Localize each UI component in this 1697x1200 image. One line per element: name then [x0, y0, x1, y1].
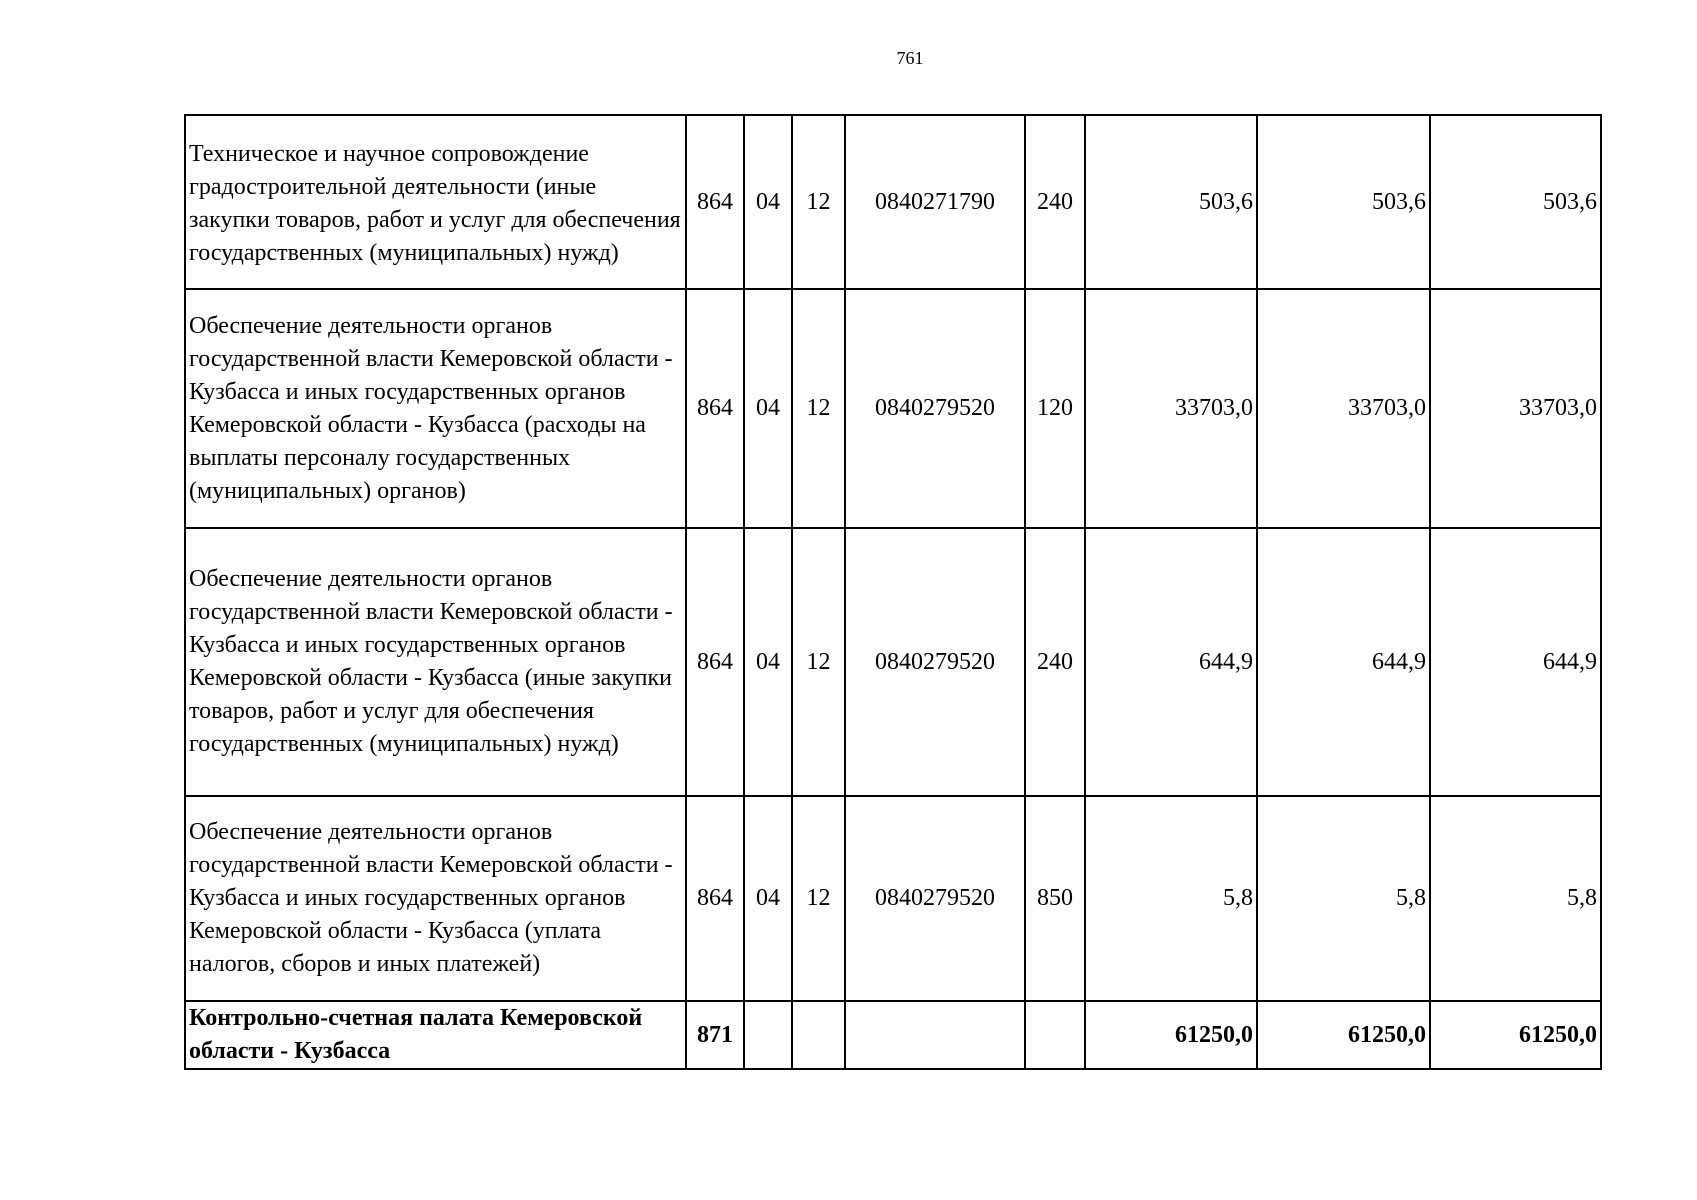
ministry-code: 864 [686, 796, 744, 1001]
row-description: Контрольно-счетная палата Кемеровской области - Кузбасса [185, 1001, 686, 1069]
amount-year-2: 503,6 [1257, 115, 1430, 289]
target-article-code [845, 1001, 1025, 1069]
ministry-code: 864 [686, 528, 744, 796]
amount-year-3: 644,9 [1430, 528, 1601, 796]
row-description: Обеспечение деятельности органов государственной власти Кемеровской области - Кузбасса и иных государственных органов Кемеровской области - Кузбасса (уплата налогов, сборов и иных платежей) [185, 796, 686, 1001]
amount-year-3: 61250,0 [1430, 1001, 1601, 1069]
page-number: 761 [896, 48, 924, 68]
amount-year-3: 503,6 [1430, 115, 1601, 289]
amount-year-2: 33703,0 [1257, 289, 1430, 528]
subsection-code: 12 [792, 528, 845, 796]
amount-year-3: 33703,0 [1430, 289, 1601, 528]
expense-type-code: 120 [1025, 289, 1085, 528]
amount-year-1: 644,9 [1085, 528, 1257, 796]
ministry-code: 871 [686, 1001, 744, 1069]
section-code: 04 [744, 115, 792, 289]
amount-year-2: 5,8 [1257, 796, 1430, 1001]
amount-year-2: 61250,0 [1257, 1001, 1430, 1069]
target-article-code: 0840279520 [845, 289, 1025, 528]
ministry-code: 864 [686, 115, 744, 289]
budget-table [184, 114, 1602, 1070]
table-row [185, 289, 1601, 528]
section-code: 04 [744, 289, 792, 528]
row-description: Обеспечение деятельности органов государственной власти Кемеровской области - Кузбасса и иных государственных органов Кемеровской области - Кузбасса (расходы на выплаты персоналу государственных (муниципальных) органов) [185, 289, 686, 528]
amount-year-1: 503,6 [1085, 115, 1257, 289]
section-code [744, 1001, 792, 1069]
subsection-code: 12 [792, 115, 845, 289]
amount-year-1: 5,8 [1085, 796, 1257, 1001]
table-row [185, 796, 1601, 1001]
amount-year-3: 5,8 [1430, 796, 1601, 1001]
expense-type-code: 240 [1025, 528, 1085, 796]
section-code: 04 [744, 796, 792, 1001]
expense-type-code: 240 [1025, 115, 1085, 289]
row-description: Обеспечение деятельности органов государственной власти Кемеровской области - Кузбасса и иных государственных органов Кемеровской области - Кузбасса (иные закупки товаров, работ и услуг для обеспечения государственных (муниципальных) нужд) [185, 528, 686, 796]
amount-year-1: 61250,0 [1085, 1001, 1257, 1069]
ministry-code: 864 [686, 289, 744, 528]
subsection-code: 12 [792, 796, 845, 1001]
table-row [185, 115, 1601, 289]
row-description: Техническое и научное сопровождение градостроительной деятельности (иные закупки товаров, работ и услуг для обеспечения государственных (муниципальных) нужд) [185, 115, 686, 289]
target-article-code: 0840271790 [845, 115, 1025, 289]
target-article-code: 0840279520 [845, 528, 1025, 796]
total-row [185, 1001, 1601, 1069]
amount-year-2: 644,9 [1257, 528, 1430, 796]
subsection-code: 12 [792, 289, 845, 528]
amount-year-1: 33703,0 [1085, 289, 1257, 528]
subsection-code [792, 1001, 845, 1069]
section-code: 04 [744, 528, 792, 796]
expense-type-code: 850 [1025, 796, 1085, 1001]
expense-type-code [1025, 1001, 1085, 1069]
target-article-code: 0840279520 [845, 796, 1025, 1001]
table-row [185, 528, 1601, 796]
